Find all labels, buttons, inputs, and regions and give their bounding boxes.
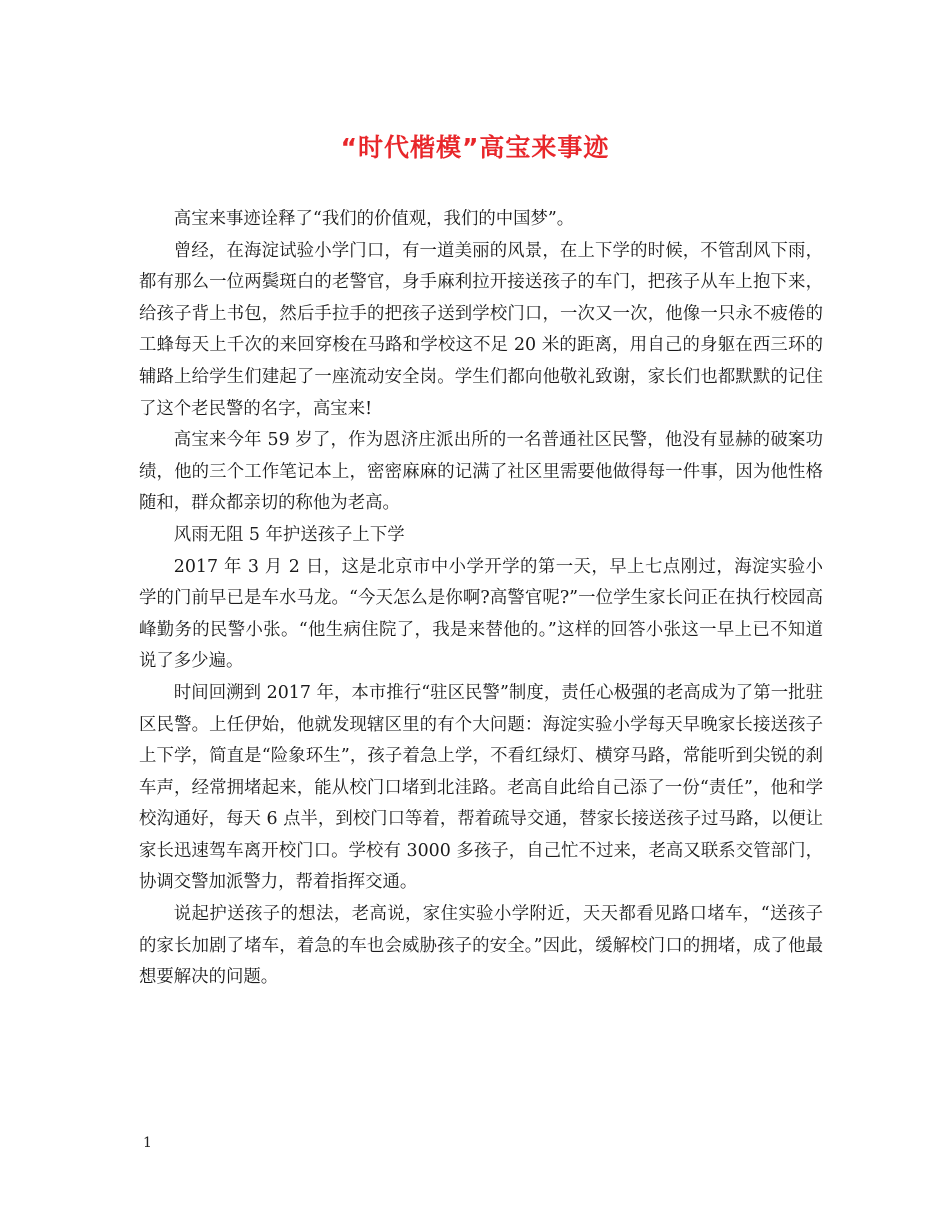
- paragraph-school-opening: 2017 年 3 月 2 日，这是北京市中小学开学的第一天，早上七点刚过，海淀实验小学的门前早已是车水马龙。“今天怎么是你啊?高警官呢?”一位学生家长问正在执行校园高峰勤务的民警小张。“他生病住院了，我是来替他的。”这样的回答小张这一早上已不知道说了多少遍。: [139, 556, 823, 672]
- page-number: 1: [143, 1135, 152, 1151]
- paragraph-intro: 高宝来事迹诠释了“我们的价值观，我们的中国梦”。: [173, 209, 575, 229]
- paragraph-motivation: 说起护送孩子的想法，老高说，家住实验小学附近，天天都看见路口堵车，“送孩子的家长加剧了堵车，着急的车也会威胁孩子的安全。”因此，缓解校门口的拥堵，成了他最想要解决的问题。: [139, 904, 823, 988]
- document-body: [139, 204, 823, 994]
- section-heading: 风雨无阻 5 年护送孩子上下学: [173, 524, 405, 545]
- paragraph-school-gate: 曾经，在海淀试验小学门口，有一道美丽的风景，在上下学的时候，不管刮风下雨，都有那么一位两鬓斑白的老警官，身手麻利拉开接送孩子的车门，把孩子从车上抱下来，给孩子背上书包，然后手拉手的把孩子送到学校门口，一次又一次，他像一只永不疲倦的工蜂每天上千次的来回穿梭在马路和学校这不足 20 米的距离，用自己的身躯在西三环的辅路上给学生们建起了一座流动安全岗。学生们都向他敬礼致谢，家长们也都默默的记住了这个老民警的名字，高宝来!: [139, 240, 823, 419]
- paragraph-traffic-problem: 时间回溯到 2017 年，本市推行“驻区民警”制度，责任心极强的老高成为了第一批驻区民警。上任伊始，他就发现辖区里的有个大问题：海淀实验小学每天早晚家长接送孩子上下学，简直是“险象环生”，孩子着急上学，不看红绿灯、横穿马路，常能听到尖锐的刹车声，经常拥堵起来，能从校门口堵到北洼路。老高自此给自己添了一份“责任”，他和学校沟通好，每天 6 点半，到校门口等着，帮着疏导交通，替家长接送孩子过马路，以便让家长迅速驾车离开校门口。学校有 3000 多孩子，自己忙不过来，老高又联系交管部门，协调交警加派警力，帮着指挥交通。: [139, 682, 823, 893]
- document-title: “时代楷模”高宝来事迹: [340, 133, 610, 162]
- paragraph-profile: 高宝来今年 59 岁了，作为恩济庄派出所的一名普通社区民警，他没有显赫的破案功绩，他的三个工作笔记本上，密密麻麻的记满了社区里需要他做得每一件事，因为他性格随和，群众都亲切的称他为老高。: [139, 430, 823, 514]
